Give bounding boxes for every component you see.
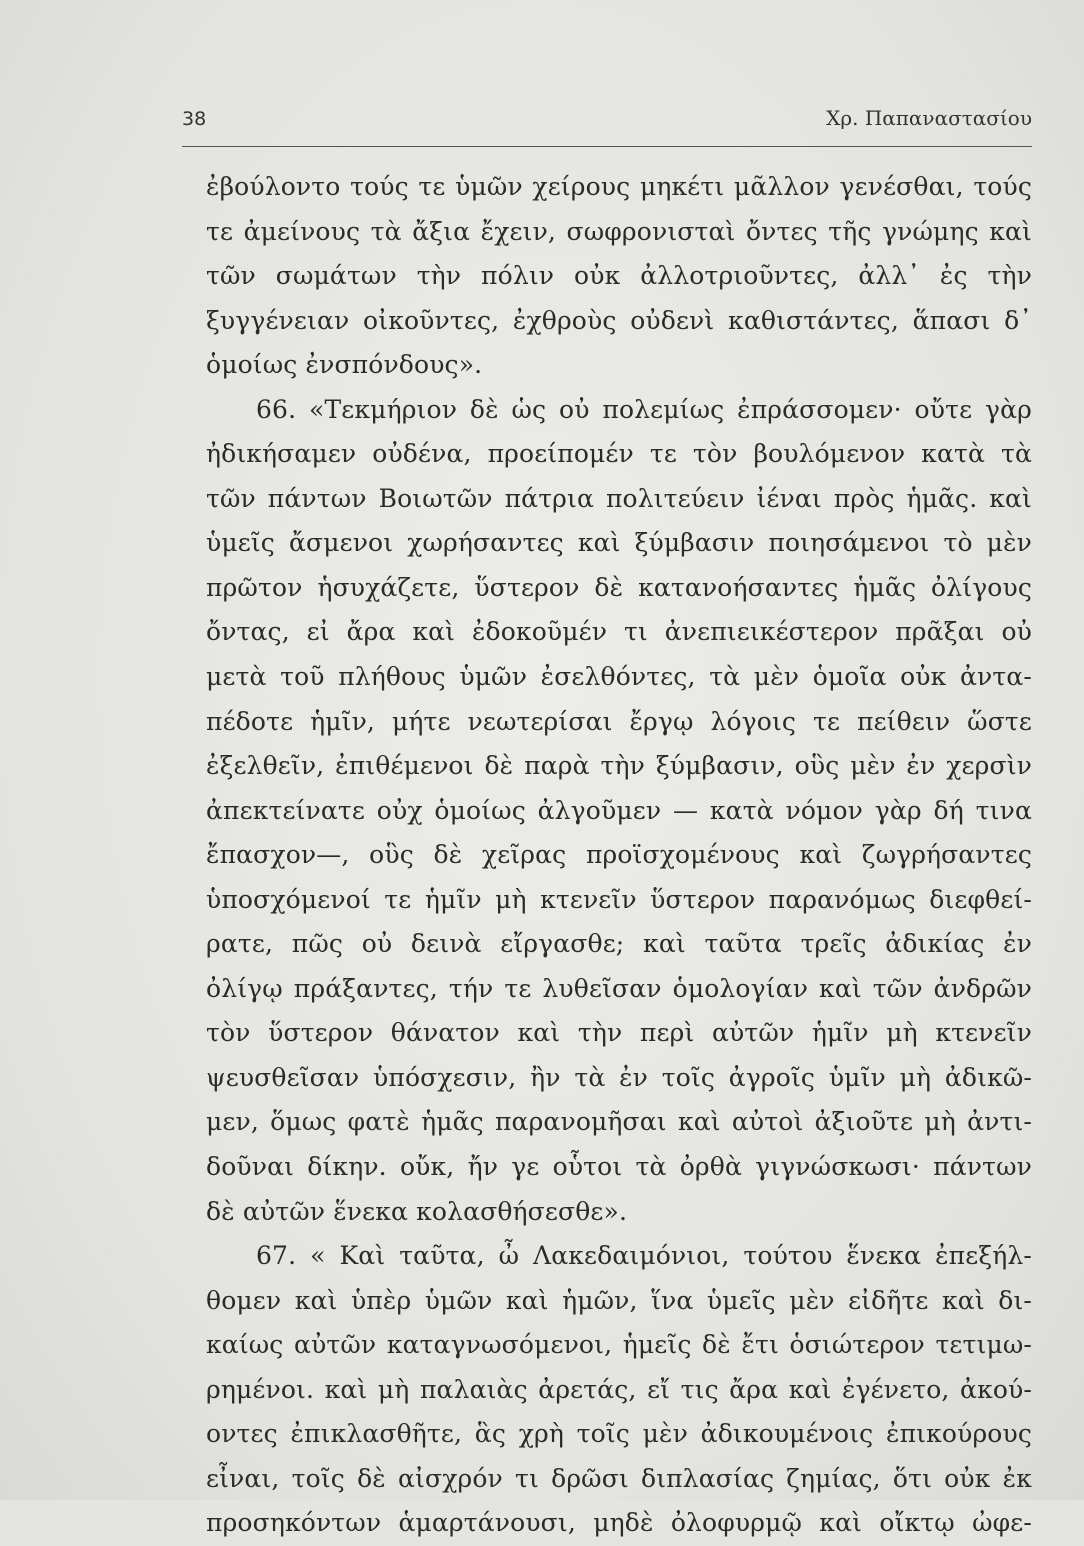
text-line: ἐξελθεῖν, ἐπιθέμενοι δὲ παρὰ τὴν ξύμβασιν, οὓς μὲν ἐν χερσὶν [206, 751, 1032, 781]
text-line: ρατε, πῶς οὐ δεινὰ εἴργασθε; καὶ ταῦτα τρεῖς ἀδικίας ἐν [206, 929, 1032, 959]
text-line: τὸν ὕστερον θάνατον καὶ τὴν περὶ αὐτῶν ἡμῖν μὴ κτενεῖν [206, 1018, 1032, 1048]
text-line: ὁμοίως ἐνσπόνδους». [206, 350, 483, 380]
text-line: τῶν σωμάτων τὴν πόλιν οὐκ ἀλλοτριοῦντες, ἀλλ᾿ ἐς τὴν [206, 261, 1032, 291]
text-line: ξυγγένειαν οἰκοῦντες, ἐχθροὺς οὐδενὶ καθιστάντες, ἅπασι δ᾿ [206, 305, 1032, 335]
paragraph-start-66: 66. «Τεκμήριον δὲ ὡς οὐ πολεμίως ἐπράσσομεν· οὔτε γὰρ [256, 394, 1032, 424]
text-line: δὲ αὐτῶν ἕνεκα κολασθήσεσθε». [206, 1196, 628, 1226]
text-line: προσηκόντων ἁμαρτάνουσι, μηδὲ ὀλοφυρμῷ καὶ οἴκτῳ ὠφε- [206, 1508, 1032, 1538]
text-line: ὄντας, εἰ ἄρα καὶ ἐδοκοῦμέν τι ἀνεπιεικέστερον πρᾶξαι οὐ [206, 617, 1032, 647]
text-line: θομεν καὶ ὑπὲρ ὑμῶν καὶ ἡμῶν, ἵνα ὑμεῖς μὲν εἰδῆτε καὶ δι- [206, 1285, 1032, 1315]
text-line: μετὰ τοῦ πλήθους ὑμῶν ἐσελθόντες, τὰ μὲν ὁμοῖα οὐκ ἀντα- [206, 662, 1032, 692]
page-number: 38 [182, 108, 207, 130]
running-head: Χρ. Παπαναστασίου [826, 106, 1032, 130]
text-line: ρημένοι. καὶ μὴ παλαιὰς ἀρετάς, εἴ τις ἄρα καὶ ἐγένετο, ἀκού- [206, 1374, 1032, 1404]
text-line: ἀπεκτείνατε οὐχ ὁμοίως ἀλγοῦμεν — κατὰ νόμον γὰρ δή τινα [206, 795, 1032, 825]
text-line: ἐβούλοντο τούς τε ὑμῶν χείρους μηκέτι μᾶλλον γενέσθαι, τούς [206, 172, 1032, 201]
text-line: μεν, ὅμως φατὲ ἡμᾶς παρανομῆσαι καὶ αὐτοὶ ἀξιοῦτε μὴ ἀντι- [206, 1107, 1032, 1137]
header-rule [182, 146, 1032, 147]
text-line: ἔπασχον—, οὓς δὲ χεῖρας προϊσχομένους καὶ ζωγρήσαντες [206, 840, 1032, 870]
text-line: οντες ἐπικλασθῆτε, ἃς χρὴ τοῖς μὲν ἀδικουμένοις ἐπικούρους [206, 1419, 1032, 1449]
paragraph-start-67: 67. « Καὶ ταῦτα, ὦ Λακεδαιμόνιοι, τούτου ἕνεκα ἐπεξήλ- [256, 1241, 1032, 1271]
text-line: ὑμεῖς ἄσμενοι χωρήσαντες καὶ ξύμβασιν ποιησάμενοι τὸ μὲν [206, 528, 1032, 558]
body-text [206, 165, 1032, 1546]
text-line: ἠδικήσαμεν οὐδένα, προείπομέν τε τὸν βουλόμενον κατὰ τὰ [206, 439, 1032, 469]
text-line: πέδοτε ἡμῖν, μήτε νεωτερίσαι ἔργῳ λόγοις τε πείθειν ὥστε [206, 706, 1032, 736]
text-line: καίως αὐτῶν καταγνωσόμενοι, ἡμεῖς δὲ ἔτι ὁσιώτερον τετιμω- [206, 1330, 1032, 1360]
text-line: τῶν πάντων Βοιωτῶν πάτρια πολιτεύειν ἰέναι πρὸς ἡμᾶς. καὶ [206, 483, 1032, 513]
text-line: ψευσθεῖσαν ὑπόσχεσιν, ἢν τὰ ἐν τοῖς ἀγροῖς ὑμῖν μὴ ἀδικῶ- [206, 1062, 1032, 1092]
text-line: ὀλίγῳ πράξαντες, τήν τε λυθεῖσαν ὁμολογίαν καὶ τῶν ἀνδρῶν [206, 973, 1032, 1003]
text-line: τε ἀμείνους τὰ ἄξια ἔχειν, σωφρονισταὶ ὄντες τῆς γνώμης καὶ [206, 216, 1032, 246]
text-line: ὑποσχόμενοί τε ἡμῖν μὴ κτενεῖν ὕστερον παρανόμως διεφθεί- [206, 884, 1032, 914]
text-line: εἶναι, τοῖς δὲ αἰσχρόν τι δρῶσι διπλασίας ζημίας, ὅτι οὐκ ἐκ [206, 1463, 1032, 1493]
text-line: πρῶτον ἡσυχάζετε, ὕστερον δὲ κατανοήσαντες ἡμᾶς ὀλίγους [206, 572, 1032, 602]
page-header [182, 100, 1032, 134]
text-line: δοῦναι δίκην. οὔκ, ἤν γε οὗτοι τὰ ὀρθὰ γιγνώσκωσι· πάντων [206, 1152, 1032, 1182]
